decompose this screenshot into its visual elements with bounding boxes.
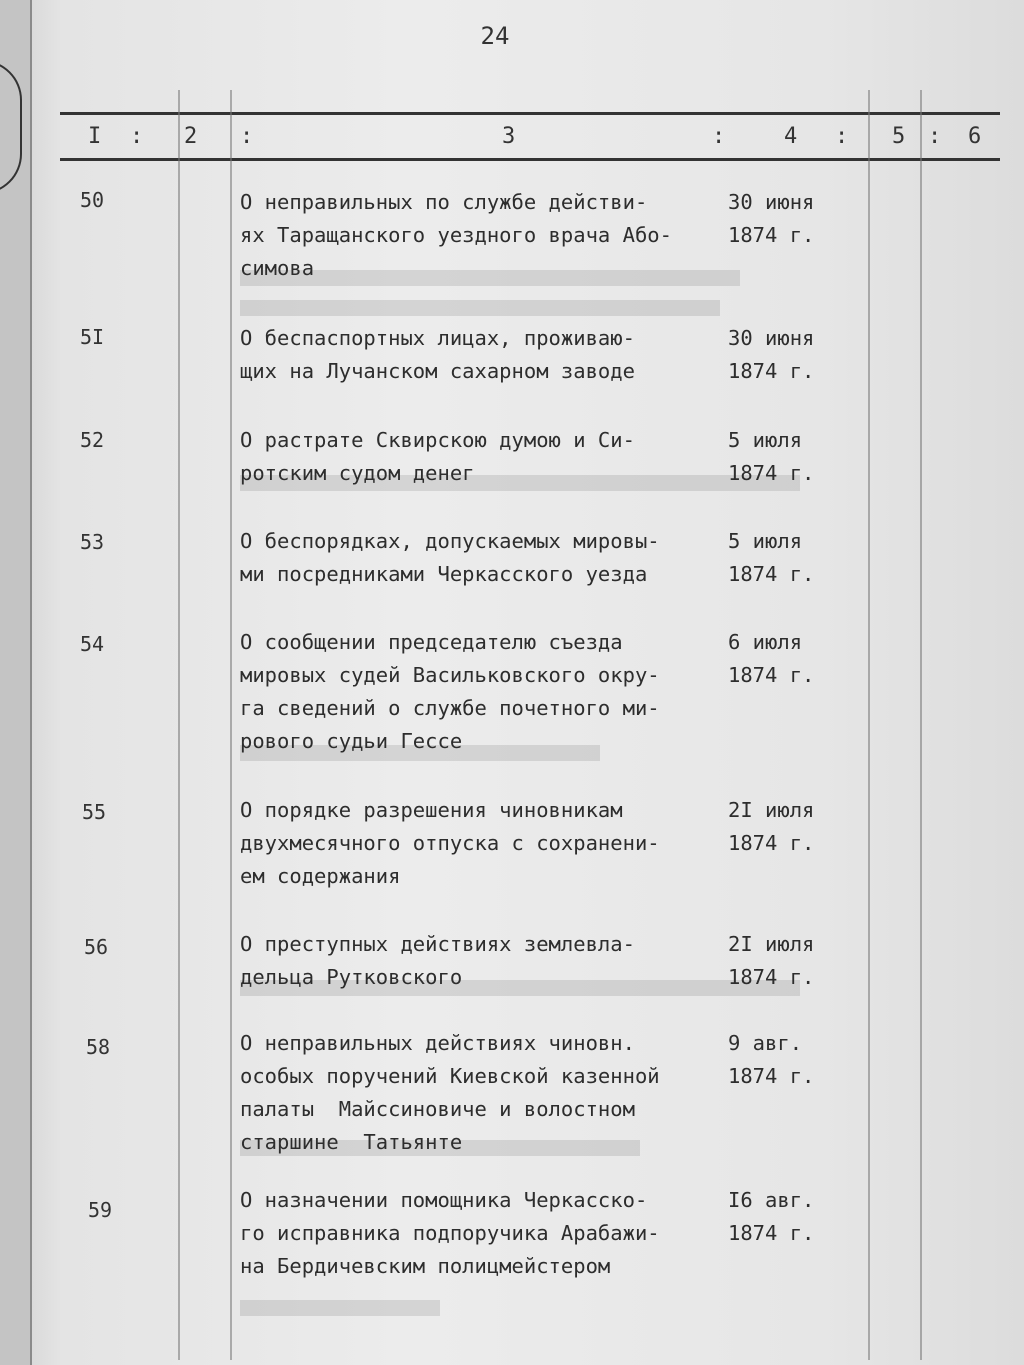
entry-number: 56 <box>84 935 109 959</box>
entry-date: 9 авг. 1874 г. <box>728 1031 815 1088</box>
entry-description: О беспаспортных лицах, проживаю- щих на Лучанском сахарном заводе <box>240 326 635 383</box>
header-bottom-rule <box>60 158 1000 161</box>
column-sep: : <box>835 124 849 149</box>
entry-description: О неправильных по службе действи- ях Таращанского уездного врача Або- симова <box>240 190 672 280</box>
column-divider <box>920 90 922 1360</box>
column-divider <box>178 90 180 1360</box>
column-header-2: 2 <box>184 124 198 149</box>
entry-number: 5I <box>80 325 105 349</box>
entry-description: О беспорядках, допускаемых мировы- ми посредниками Черкасского уезда <box>240 529 660 586</box>
entry-date: I6 авг. 1874 г. <box>728 1188 815 1245</box>
entry-description: О неправильных действиях чиновн. особых поручений Киевской казенной палаты Майссиновиче и волостном старшине Татьянте <box>240 1031 660 1154</box>
column-sep: : <box>928 124 942 149</box>
bleed-through <box>240 300 720 316</box>
binding-curve <box>0 60 22 194</box>
entry-date: 5 июля 1874 г. <box>728 529 815 586</box>
column-sep: : <box>712 124 726 149</box>
entry-date: 6 июля 1874 г. <box>728 630 815 687</box>
entry-date: 2I июля 1874 г. <box>728 932 815 989</box>
column-header-4: 4 <box>784 124 798 149</box>
entry-number: 59 <box>88 1198 113 1222</box>
page-number: 24 <box>480 22 510 50</box>
entry-date: 30 июня 1874 г. <box>728 190 815 247</box>
entry-number: 58 <box>86 1035 111 1059</box>
entry-description: О назначении помощника Черкасско- го исправника подпоручика Арабажи- на Бердичевским полицмейстером <box>240 1188 660 1278</box>
entry-date: 30 июня 1874 г. <box>728 326 815 383</box>
entry-description: О сообщении председателю съезда мировых судей Васильковского окру- га сведений о службе почетного ми- рового судьи Гессе <box>240 630 660 753</box>
entry-number: 50 <box>80 188 105 212</box>
column-header-6: 6 <box>968 124 982 149</box>
column-sep: : <box>240 124 254 149</box>
entry-description: О преступных действиях землевла- дельца Рутковского <box>240 932 635 989</box>
column-header-3: 3 <box>502 124 516 149</box>
column-divider <box>230 90 232 1360</box>
column-header-5: 5 <box>892 124 906 149</box>
header-top-rule <box>60 112 1000 115</box>
entry-date: 5 июля 1874 г. <box>728 428 815 485</box>
column-sep: : <box>130 124 144 149</box>
entry-number: 52 <box>80 428 105 452</box>
entry-date: 2I июля 1874 г. <box>728 798 815 855</box>
page-binding <box>0 0 32 1365</box>
entry-description: О порядке разрешения чиновникам двухмесячного отпуска с сохранени- ем содержания <box>240 798 660 888</box>
column-divider <box>868 90 870 1360</box>
entry-description: О растрате Сквирскою думою и Си- ротским судом денег <box>240 428 635 485</box>
bleed-through <box>240 1300 440 1316</box>
entry-number: 54 <box>80 632 105 656</box>
entry-number: 55 <box>82 800 107 824</box>
column-header-1: I <box>88 124 102 149</box>
entry-number: 53 <box>80 530 105 554</box>
